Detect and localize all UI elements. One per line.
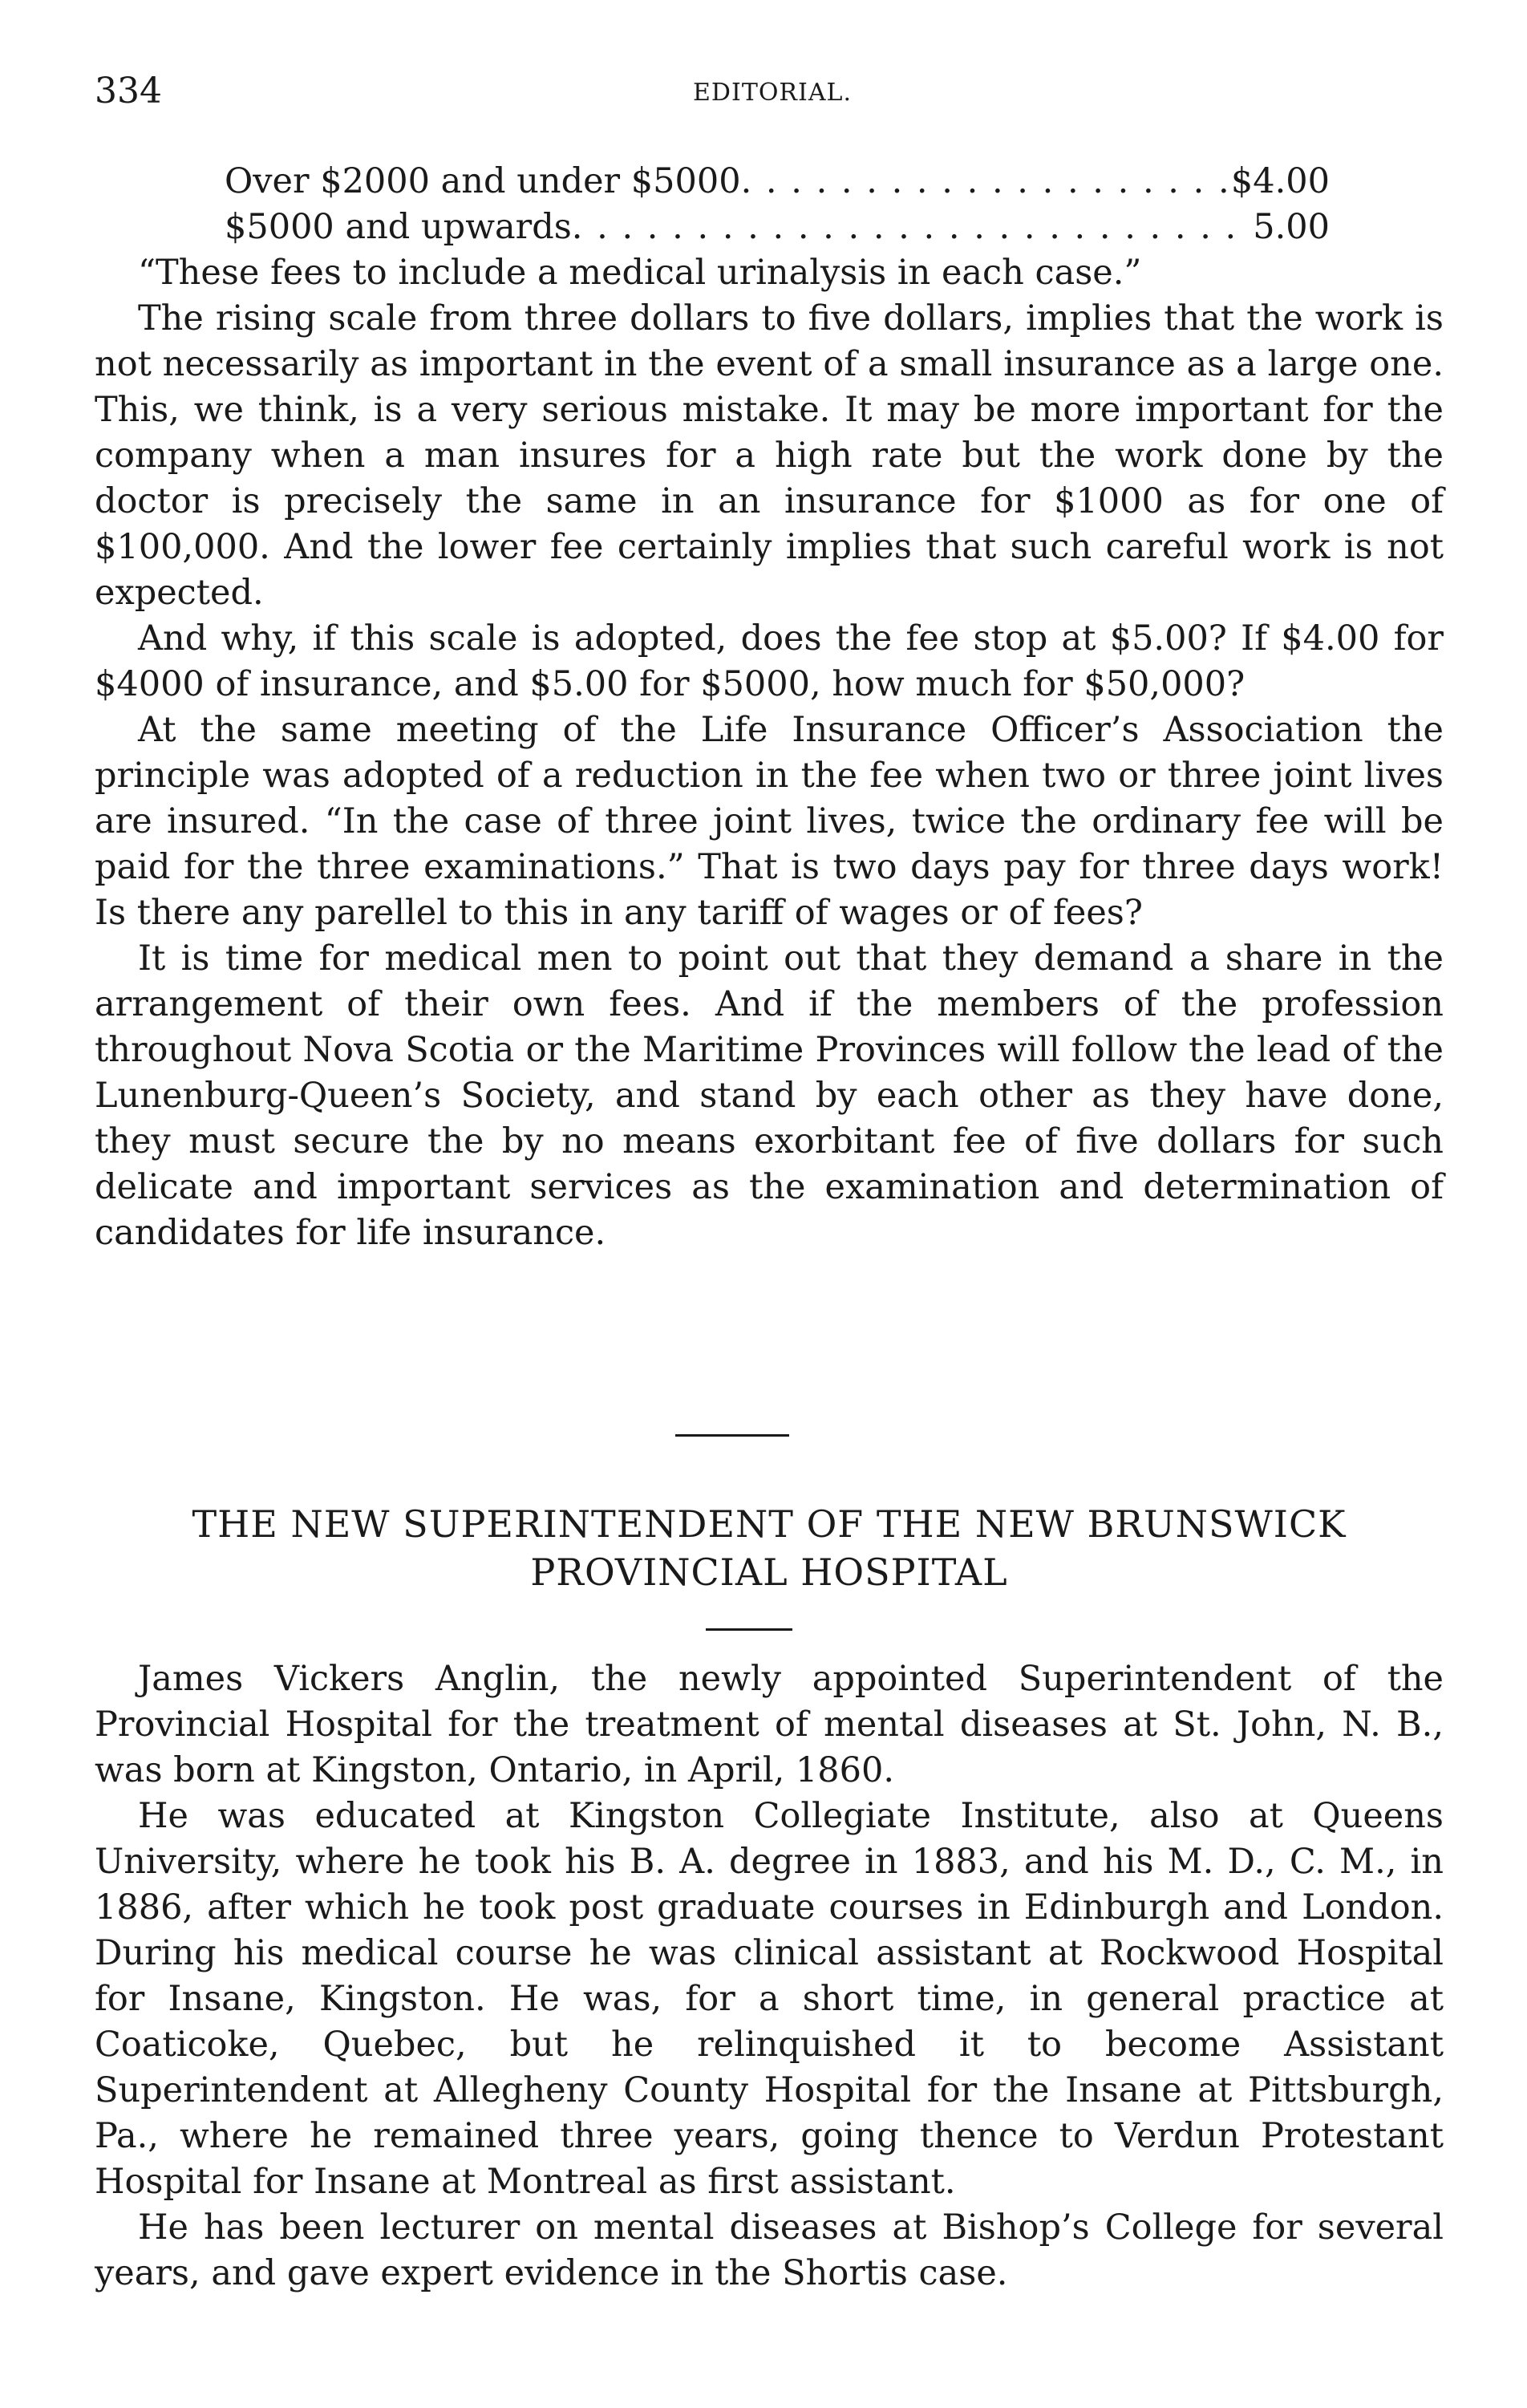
dot-leader — [741, 159, 1231, 205]
fee-row — [225, 159, 1330, 205]
paragraph: At the same meeting of the Life Insurance Officer’s Association the principle was adopted of a reduction in the fee when two or three joint lives are insured. “In the case of three joint lives, twice the ordinary fee will be paid for the three examinations.” That is two days pay for three days work! Is there any parellel to this in any tariff of wages or of fees? — [95, 710, 1444, 933]
article-body — [95, 1656, 1444, 2297]
paragraph: James Vickers Anglin, the newly appointed Superintendent of the Provincial Hospital for the treatment of mental diseases at St. John, N. B., was born at Kingston, Ontario, in April, 1860. — [95, 1659, 1444, 1790]
fee-row — [225, 205, 1330, 250]
page-number: 334 — [95, 71, 162, 111]
section-divider — [675, 1434, 789, 1437]
running-title: EDITORIAL. — [693, 79, 852, 107]
paragraph: He has been lecturer on mental diseases at Bishop’s College for several years, and gave expert evidence in the Shortis case. — [95, 2207, 1444, 2293]
fee-row-value: 5.00 — [1253, 207, 1330, 247]
paragraph: It is time for medical men to point out that they demand a share in the arrangement of their own fees. And if the members of the profession throughout Nova Scotia or the Maritime Provinces will follow the lead of the Lunenburg-Queen’s Society, and stand by each other as they have done, they must secure the by no means exorbitant fee of five dollars for such delicate and important services as the examination and determination of candidates for life insurance. — [95, 938, 1444, 1253]
article-heading-line: THE NEW SUPERINTENDENT OF THE NEW BRUNSWICK — [192, 1502, 1347, 1546]
heading-rule — [706, 1628, 792, 1631]
fee-row-value: $4.00 — [1230, 161, 1330, 201]
fee-note: “These fees to include a medical urinalysis in each case.” — [138, 253, 1142, 293]
dot-leader — [572, 205, 1253, 250]
fee-schedule — [95, 159, 1444, 1256]
fee-row-label: $5000 and upwards — [225, 207, 572, 247]
running-head — [95, 71, 1450, 119]
article-heading-line: PROVINCIAL HOSPITAL — [530, 1551, 1008, 1594]
paragraph: And why, if this scale is adopted, does the fee stop at $5.00? If $4.00 for $4000 of insurance, and $5.00 for $5000, how much for $50,000? — [95, 618, 1444, 704]
paragraph: He was educated at Kingston Collegiate Institute, also at Queens University, where he took his B. A. degree in 1883, and his M. D., C. M., in 1886, after which he took post graduate courses in Edinburgh and London. During his medical course he was clinical assistant at Rockwood Hospital for Insane, Kingston. He was, for a short time, in general practice at Coaticoke, Quebec, but he relinquished it to become Assistant Superintendent at Allegheny County Hospital for the Insane at Pittsburgh, Pa., where he remained three years, going thence to Verdun Protestant Hospital for Insane at Montreal as first assistant. — [95, 1796, 1444, 2202]
article-heading — [95, 1500, 1444, 1596]
fee-row-label: Over $2000 and under $5000 — [225, 161, 741, 201]
paragraph: The rising scale from three dollars to five dollars, implies that the work is not necessarily as important in the event of a small insurance as a large one. This, we think, is a very serious mistake. It may be more important for the company when a man insures for a high rate but the work done by the doctor is precisely the same in an insurance for $1000 as for one of $100,000. And the lower fee certainly implies that such careful work is not expected. — [95, 298, 1444, 613]
